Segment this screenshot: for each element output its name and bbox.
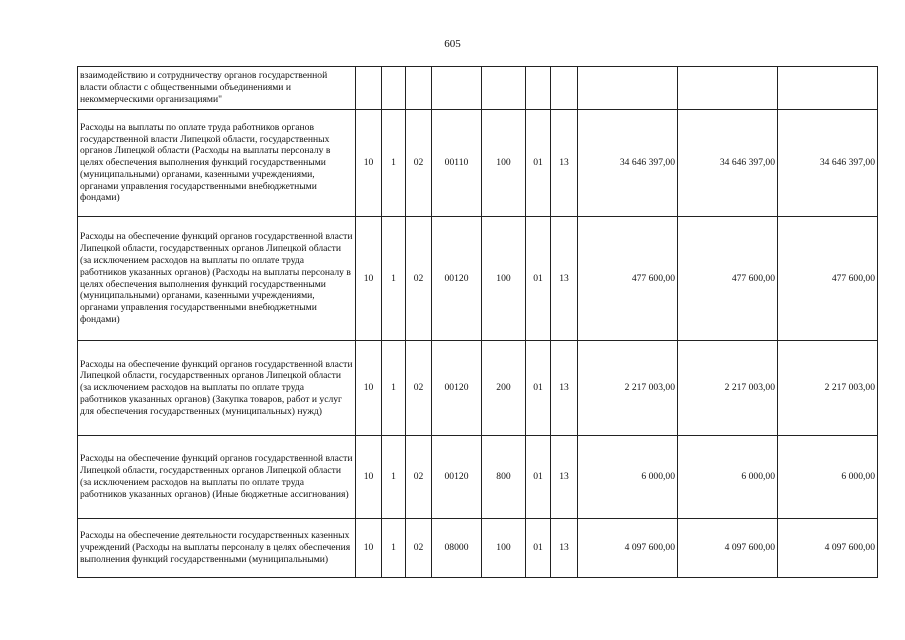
code-cell [482,67,526,110]
page-number: 605 [444,38,461,50]
code-cell: 10 [356,519,382,578]
budget-table [77,66,878,578]
code-cell: 10 [356,341,382,436]
code-cell: 08000 [432,519,482,578]
code-cell: 02 [406,110,432,217]
amount-cell: 4 097 600,00 [778,519,878,578]
amount-cell: 6 000,00 [778,436,878,519]
code-cell: 800 [482,436,526,519]
code-cell: 01 [526,110,551,217]
table-row [78,110,878,217]
code-cell: 100 [482,110,526,217]
row-description: Расходы на обеспечение функций органов государственной власти Липецкой области, государственных органов Липецкой области (за исключением расходов на выплаты по оплате труда работников указанных органов) (Расходы на выплаты персоналу в целях обеспечения выполнения функций государственными (муниципальными) органами, казенными учреждениями, органами управления государственными внебюджетными фондами) [78,217,356,341]
table-row [78,67,878,110]
table-row [78,341,878,436]
code-cell: 10 [356,110,382,217]
amount-cell: 2 217 003,00 [678,341,778,436]
code-cell: 1 [382,217,406,341]
code-cell: 100 [482,519,526,578]
code-cell [432,67,482,110]
code-cell: 13 [551,341,578,436]
table-row [78,436,878,519]
amount-cell: 6 000,00 [678,436,778,519]
amount-cell: 477 600,00 [578,217,678,341]
code-cell: 10 [356,217,382,341]
amount-cell: 2 217 003,00 [578,341,678,436]
code-cell: 00120 [432,436,482,519]
code-cell: 100 [482,217,526,341]
row-description: Расходы на обеспечение деятельности государственных казенных учреждений (Расходы на выплаты персоналу в целях обеспечения выполнения функций государственными (муниципальными) [78,519,356,578]
code-cell [356,67,382,110]
code-cell: 1 [382,341,406,436]
code-cell: 01 [526,341,551,436]
code-cell: 13 [551,519,578,578]
amount-cell [578,67,678,110]
amount-cell: 6 000,00 [578,436,678,519]
code-cell: 13 [551,436,578,519]
row-description: Расходы на выплаты по оплате труда работников органов государственной власти Липецкой области, государственных органов Липецкой области (Расходы на выплаты персоналу в целях обеспечения выполнения функций государственными (муниципальными) органами, казенными учреждениями, органами управления государственными внебюджетными фондами) [78,110,356,217]
row-description: взаимодействию и сотрудничеству органов государственной власти области с общественными объединениями и некоммерческими организациями" [78,67,356,110]
row-description: Расходы на обеспечение функций органов государственной власти Липецкой области, государственных органов Липецкой области (за исключением расходов на выплаты по оплате труда работников указанных органов) (Иные бюджетные ассигнования) [78,436,356,519]
code-cell: 00120 [432,341,482,436]
amount-cell: 34 646 397,00 [778,110,878,217]
row-description: Расходы на обеспечение функций органов государственной власти Липецкой области, государственных органов Липецкой области (за исключением расходов на выплаты по оплате труда работников указанных органов) (Закупка товаров, работ и услуг для обеспечения государственных (муниципальных) нужд) [78,341,356,436]
code-cell: 10 [356,436,382,519]
table-row [78,519,878,578]
code-cell [382,67,406,110]
code-cell: 1 [382,519,406,578]
amount-cell [678,67,778,110]
table-row [78,217,878,341]
amount-cell [778,67,878,110]
code-cell: 01 [526,436,551,519]
code-cell: 02 [406,341,432,436]
amount-cell: 477 600,00 [778,217,878,341]
amount-cell: 4 097 600,00 [578,519,678,578]
code-cell: 00120 [432,217,482,341]
amount-cell: 2 217 003,00 [778,341,878,436]
code-cell: 13 [551,110,578,217]
code-cell: 1 [382,110,406,217]
amount-cell: 4 097 600,00 [678,519,778,578]
code-cell: 1 [382,436,406,519]
code-cell: 02 [406,436,432,519]
code-cell [406,67,432,110]
amount-cell: 34 646 397,00 [678,110,778,217]
code-cell: 02 [406,519,432,578]
amount-cell: 34 646 397,00 [578,110,678,217]
code-cell: 200 [482,341,526,436]
code-cell: 13 [551,217,578,341]
code-cell [526,67,551,110]
amount-cell: 477 600,00 [678,217,778,341]
code-cell: 00110 [432,110,482,217]
code-cell: 01 [526,519,551,578]
code-cell: 02 [406,217,432,341]
code-cell: 01 [526,217,551,341]
code-cell [551,67,578,110]
